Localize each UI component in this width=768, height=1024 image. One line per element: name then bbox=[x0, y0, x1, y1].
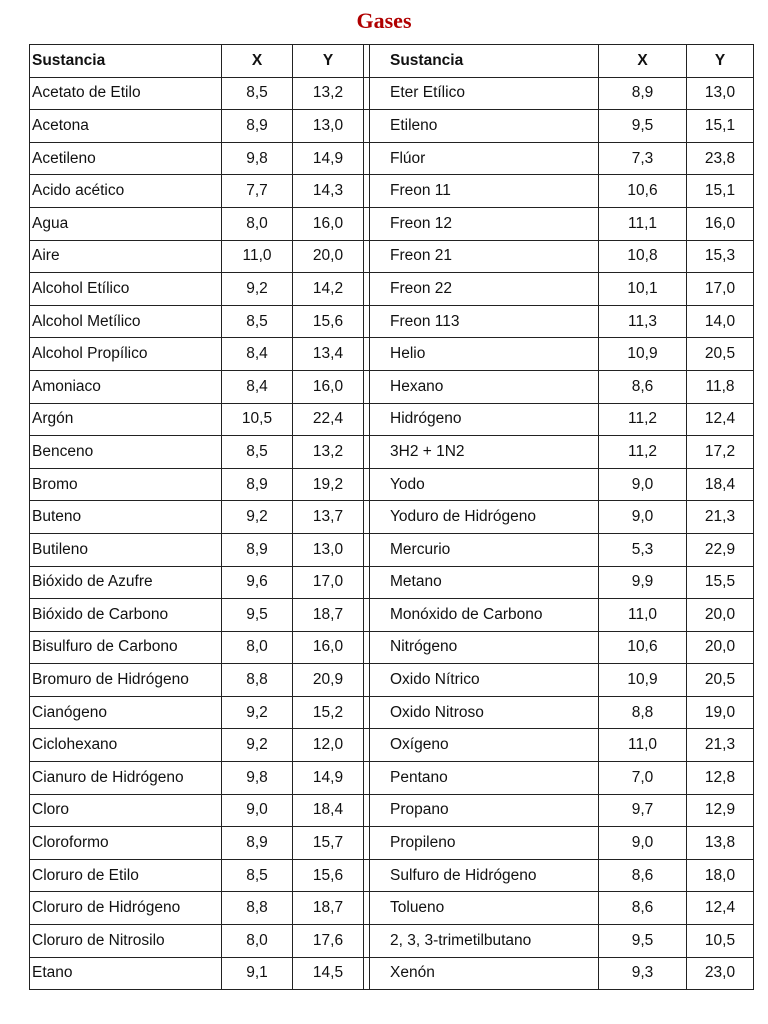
cell-y-left: 20,9 bbox=[293, 664, 364, 697]
header-row bbox=[30, 45, 754, 78]
cell-x-right: 10,6 bbox=[599, 175, 687, 208]
cell-x-right: 9,3 bbox=[599, 957, 687, 990]
table-row bbox=[30, 957, 754, 990]
cell-sustancia-right: Freon 12 bbox=[370, 207, 599, 240]
cell-sustancia-left: Alcohol Propílico bbox=[30, 338, 222, 371]
cell-x-left: 9,2 bbox=[222, 501, 293, 534]
cell-y-right: 14,0 bbox=[687, 305, 754, 338]
cell-x-left: 10,5 bbox=[222, 403, 293, 436]
cell-sustancia-right: 2, 3, 3-trimetilbutano bbox=[370, 925, 599, 958]
cell-sustancia-left: Cloro bbox=[30, 794, 222, 827]
table-row bbox=[30, 501, 754, 534]
cell-x-left: 8,4 bbox=[222, 338, 293, 371]
cell-sustancia-left: Cloruro de Hidrógeno bbox=[30, 892, 222, 925]
cell-y-right: 21,3 bbox=[687, 501, 754, 534]
cell-x-right: 11,0 bbox=[599, 729, 687, 762]
table-row bbox=[30, 338, 754, 371]
gases-table bbox=[29, 44, 754, 990]
cell-y-right: 12,4 bbox=[687, 892, 754, 925]
cell-x-left: 8,9 bbox=[222, 110, 293, 143]
cell-y-left: 14,5 bbox=[293, 957, 364, 990]
cell-x-left: 9,8 bbox=[222, 762, 293, 795]
cell-y-right: 15,1 bbox=[687, 175, 754, 208]
cell-x-right: 9,5 bbox=[599, 925, 687, 958]
cell-y-right: 22,9 bbox=[687, 533, 754, 566]
table-row bbox=[30, 436, 754, 469]
cell-sustancia-right: Mercurio bbox=[370, 533, 599, 566]
table-row bbox=[30, 827, 754, 860]
cell-x-left: 8,8 bbox=[222, 892, 293, 925]
table-row bbox=[30, 533, 754, 566]
cell-y-right: 23,8 bbox=[687, 142, 754, 175]
cell-sustancia-right: Propileno bbox=[370, 827, 599, 860]
cell-y-left: 13,0 bbox=[293, 110, 364, 143]
cell-y-right: 13,8 bbox=[687, 827, 754, 860]
cell-y-right: 20,0 bbox=[687, 631, 754, 664]
table-row bbox=[30, 207, 754, 240]
cell-y-left: 14,3 bbox=[293, 175, 364, 208]
cell-y-left: 16,0 bbox=[293, 370, 364, 403]
cell-y-right: 18,4 bbox=[687, 468, 754, 501]
cell-y-right: 17,2 bbox=[687, 436, 754, 469]
cell-x-left: 8,4 bbox=[222, 370, 293, 403]
cell-sustancia-left: Cloruro de Nitrosilo bbox=[30, 925, 222, 958]
cell-y-left: 18,7 bbox=[293, 892, 364, 925]
cell-x-right: 10,6 bbox=[599, 631, 687, 664]
header-sustancia-right: Sustancia bbox=[370, 45, 599, 78]
cell-x-left: 9,2 bbox=[222, 696, 293, 729]
cell-x-right: 9,0 bbox=[599, 501, 687, 534]
table-row bbox=[30, 664, 754, 697]
cell-sustancia-right: Freon 11 bbox=[370, 175, 599, 208]
cell-sustancia-right: Metano bbox=[370, 566, 599, 599]
cell-y-left: 15,6 bbox=[293, 305, 364, 338]
cell-x-right: 10,9 bbox=[599, 338, 687, 371]
cell-x-left: 8,9 bbox=[222, 468, 293, 501]
cell-sustancia-right: Sulfuro de Hidrógeno bbox=[370, 859, 599, 892]
cell-y-right: 19,0 bbox=[687, 696, 754, 729]
cell-y-right: 13,0 bbox=[687, 77, 754, 110]
cell-x-left: 8,5 bbox=[222, 436, 293, 469]
cell-x-right: 11,0 bbox=[599, 599, 687, 632]
cell-x-left: 9,8 bbox=[222, 142, 293, 175]
cell-sustancia-left: Buteno bbox=[30, 501, 222, 534]
cell-y-left: 13,2 bbox=[293, 436, 364, 469]
cell-sustancia-right: Eter Etílico bbox=[370, 77, 599, 110]
cell-sustancia-left: Amoniaco bbox=[30, 370, 222, 403]
cell-x-left: 7,7 bbox=[222, 175, 293, 208]
cell-x-right: 11,2 bbox=[599, 403, 687, 436]
cell-y-right: 12,9 bbox=[687, 794, 754, 827]
cell-sustancia-left: Acido acético bbox=[30, 175, 222, 208]
cell-sustancia-right: Nitrógeno bbox=[370, 631, 599, 664]
cell-y-left: 15,6 bbox=[293, 859, 364, 892]
cell-y-left: 18,4 bbox=[293, 794, 364, 827]
cell-sustancia-left: Acetona bbox=[30, 110, 222, 143]
cell-x-right: 8,6 bbox=[599, 859, 687, 892]
table-row bbox=[30, 403, 754, 436]
cell-x-right: 10,9 bbox=[599, 664, 687, 697]
cell-x-right: 8,9 bbox=[599, 77, 687, 110]
table-row bbox=[30, 696, 754, 729]
table-row bbox=[30, 110, 754, 143]
cell-sustancia-right: Oxígeno bbox=[370, 729, 599, 762]
cell-y-right: 16,0 bbox=[687, 207, 754, 240]
cell-y-left: 16,0 bbox=[293, 207, 364, 240]
cell-x-left: 8,5 bbox=[222, 77, 293, 110]
cell-x-right: 10,1 bbox=[599, 273, 687, 306]
cell-y-left: 17,6 bbox=[293, 925, 364, 958]
table-row bbox=[30, 599, 754, 632]
cell-x-left: 9,2 bbox=[222, 273, 293, 306]
cell-y-right: 20,5 bbox=[687, 338, 754, 371]
table-row bbox=[30, 925, 754, 958]
cell-sustancia-right: Helio bbox=[370, 338, 599, 371]
cell-sustancia-left: Alcohol Etílico bbox=[30, 273, 222, 306]
cell-x-left: 8,0 bbox=[222, 925, 293, 958]
cell-x-right: 7,3 bbox=[599, 142, 687, 175]
cell-y-right: 21,3 bbox=[687, 729, 754, 762]
cell-sustancia-right: Xenón bbox=[370, 957, 599, 990]
cell-sustancia-left: Butileno bbox=[30, 533, 222, 566]
cell-sustancia-right: Tolueno bbox=[370, 892, 599, 925]
cell-y-right: 15,3 bbox=[687, 240, 754, 273]
cell-x-right: 7,0 bbox=[599, 762, 687, 795]
cell-y-right: 11,8 bbox=[687, 370, 754, 403]
table-row bbox=[30, 859, 754, 892]
cell-x-left: 8,5 bbox=[222, 305, 293, 338]
cell-sustancia-left: Cianuro de Hidrógeno bbox=[30, 762, 222, 795]
cell-sustancia-left: Acetileno bbox=[30, 142, 222, 175]
cell-x-right: 11,3 bbox=[599, 305, 687, 338]
table-row bbox=[30, 762, 754, 795]
header-x-left: X bbox=[222, 45, 293, 78]
page-title: Gases bbox=[356, 8, 412, 33]
cell-sustancia-left: Bromo bbox=[30, 468, 222, 501]
cell-sustancia-right: Pentano bbox=[370, 762, 599, 795]
table-row bbox=[30, 729, 754, 762]
cell-x-right: 5,3 bbox=[599, 533, 687, 566]
cell-y-right: 10,5 bbox=[687, 925, 754, 958]
cell-y-left: 19,2 bbox=[293, 468, 364, 501]
cell-y-right: 20,0 bbox=[687, 599, 754, 632]
cell-x-left: 8,0 bbox=[222, 631, 293, 664]
cell-sustancia-left: Bióxido de Carbono bbox=[30, 599, 222, 632]
cell-x-right: 9,7 bbox=[599, 794, 687, 827]
cell-sustancia-right: Freon 113 bbox=[370, 305, 599, 338]
cell-sustancia-right: Yoduro de Hidrógeno bbox=[370, 501, 599, 534]
table-row bbox=[30, 794, 754, 827]
table-row bbox=[30, 240, 754, 273]
table-body bbox=[30, 77, 754, 990]
cell-sustancia-right: Yodo bbox=[370, 468, 599, 501]
cell-x-left: 8,9 bbox=[222, 533, 293, 566]
cell-y-left: 13,7 bbox=[293, 501, 364, 534]
cell-sustancia-right: Freon 22 bbox=[370, 273, 599, 306]
cell-x-left: 11,0 bbox=[222, 240, 293, 273]
cell-x-right: 8,6 bbox=[599, 370, 687, 403]
header-y-left: Y bbox=[293, 45, 364, 78]
cell-x-right: 9,9 bbox=[599, 566, 687, 599]
header-x-right: X bbox=[599, 45, 687, 78]
cell-y-left: 22,4 bbox=[293, 403, 364, 436]
cell-sustancia-left: Aire bbox=[30, 240, 222, 273]
cell-x-right: 8,6 bbox=[599, 892, 687, 925]
cell-sustancia-left: Bromuro de Hidrógeno bbox=[30, 664, 222, 697]
cell-sustancia-right: Etileno bbox=[370, 110, 599, 143]
cell-sustancia-right: 3H2 + 1N2 bbox=[370, 436, 599, 469]
table-row bbox=[30, 892, 754, 925]
cell-x-left: 8,0 bbox=[222, 207, 293, 240]
cell-sustancia-left: Bisulfuro de Carbono bbox=[30, 631, 222, 664]
cell-x-left: 9,2 bbox=[222, 729, 293, 762]
cell-sustancia-left: Acetato de Etilo bbox=[30, 77, 222, 110]
cell-x-right: 9,5 bbox=[599, 110, 687, 143]
cell-x-left: 9,0 bbox=[222, 794, 293, 827]
table-row bbox=[30, 175, 754, 208]
cell-x-right: 9,0 bbox=[599, 468, 687, 501]
table-row bbox=[30, 305, 754, 338]
cell-sustancia-left: Benceno bbox=[30, 436, 222, 469]
cell-y-left: 15,2 bbox=[293, 696, 364, 729]
table-row bbox=[30, 566, 754, 599]
cell-sustancia-left: Cianógeno bbox=[30, 696, 222, 729]
cell-x-left: 9,5 bbox=[222, 599, 293, 632]
cell-sustancia-left: Agua bbox=[30, 207, 222, 240]
table-row bbox=[30, 142, 754, 175]
cell-sustancia-left: Alcohol Metílico bbox=[30, 305, 222, 338]
table-row bbox=[30, 273, 754, 306]
cell-y-right: 17,0 bbox=[687, 273, 754, 306]
cell-sustancia-right: Freon 21 bbox=[370, 240, 599, 273]
cell-x-right: 8,8 bbox=[599, 696, 687, 729]
cell-y-left: 20,0 bbox=[293, 240, 364, 273]
cell-sustancia-right: Hexano bbox=[370, 370, 599, 403]
cell-y-right: 23,0 bbox=[687, 957, 754, 990]
cell-y-left: 16,0 bbox=[293, 631, 364, 664]
cell-x-left: 9,6 bbox=[222, 566, 293, 599]
cell-sustancia-right: Oxido Nítrico bbox=[370, 664, 599, 697]
cell-sustancia-left: Ciclohexano bbox=[30, 729, 222, 762]
cell-y-left: 18,7 bbox=[293, 599, 364, 632]
cell-x-right: 11,1 bbox=[599, 207, 687, 240]
cell-y-right: 12,8 bbox=[687, 762, 754, 795]
cell-sustancia-right: Monóxido de Carbono bbox=[370, 599, 599, 632]
table-row bbox=[30, 468, 754, 501]
cell-y-left: 14,9 bbox=[293, 762, 364, 795]
cell-y-right: 15,5 bbox=[687, 566, 754, 599]
cell-sustancia-right: Flúor bbox=[370, 142, 599, 175]
cell-y-left: 13,0 bbox=[293, 533, 364, 566]
cell-y-right: 15,1 bbox=[687, 110, 754, 143]
cell-y-left: 12,0 bbox=[293, 729, 364, 762]
cell-sustancia-left: Bióxido de Azufre bbox=[30, 566, 222, 599]
cell-y-right: 20,5 bbox=[687, 664, 754, 697]
cell-x-left: 8,5 bbox=[222, 859, 293, 892]
cell-y-right: 18,0 bbox=[687, 859, 754, 892]
table-row bbox=[30, 631, 754, 664]
cell-x-left: 8,9 bbox=[222, 827, 293, 860]
cell-y-left: 13,2 bbox=[293, 77, 364, 110]
cell-x-right: 9,0 bbox=[599, 827, 687, 860]
cell-sustancia-left: Argón bbox=[30, 403, 222, 436]
cell-x-right: 10,8 bbox=[599, 240, 687, 273]
table-row bbox=[30, 370, 754, 403]
cell-sustancia-left: Cloruro de Etilo bbox=[30, 859, 222, 892]
cell-x-left: 9,1 bbox=[222, 957, 293, 990]
cell-sustancia-right: Propano bbox=[370, 794, 599, 827]
cell-y-left: 15,7 bbox=[293, 827, 364, 860]
header-y-right: Y bbox=[687, 45, 754, 78]
cell-y-left: 17,0 bbox=[293, 566, 364, 599]
cell-y-right: 12,4 bbox=[687, 403, 754, 436]
cell-x-right: 11,2 bbox=[599, 436, 687, 469]
cell-x-left: 8,8 bbox=[222, 664, 293, 697]
cell-sustancia-left: Etano bbox=[30, 957, 222, 990]
header-sustancia-left: Sustancia bbox=[30, 45, 222, 78]
cell-sustancia-left: Cloroformo bbox=[30, 827, 222, 860]
table-row bbox=[30, 77, 754, 110]
cell-y-left: 14,2 bbox=[293, 273, 364, 306]
cell-y-left: 14,9 bbox=[293, 142, 364, 175]
cell-y-left: 13,4 bbox=[293, 338, 364, 371]
cell-sustancia-right: Oxido Nitroso bbox=[370, 696, 599, 729]
cell-sustancia-right: Hidrógeno bbox=[370, 403, 599, 436]
